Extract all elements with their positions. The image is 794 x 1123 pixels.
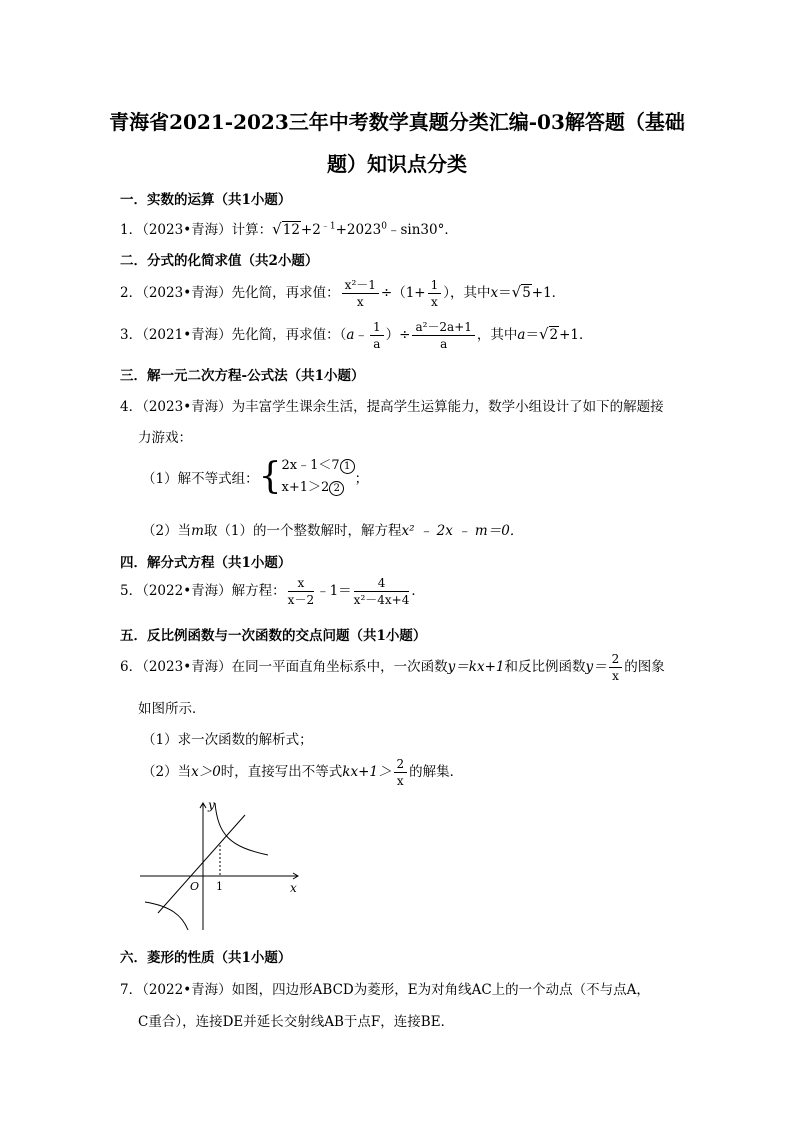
hyperbola-branch-left [145,902,188,930]
fraction [428,278,442,309]
sqrt-value: 5 [522,285,531,301]
question-6-part1: （1）求一次函数的解析式； [142,732,313,748]
denominator: a [373,337,381,351]
question-4-part2 [142,519,523,539]
denominator: x [431,295,438,309]
numerator: 1 [370,320,384,336]
operator: ﹣1＝ [316,583,352,599]
numerator: x [288,576,314,592]
question-source: （2022•青海） [142,583,232,599]
x-axis-label: x [290,881,297,895]
question-number: 6． [120,659,143,675]
sqrt-value: 12 [282,222,300,238]
section-heading-5: 五．反比例函数与一次函数的交点问题（共1小题） [120,628,427,644]
denominator: x [356,295,364,309]
denominator: a [440,337,448,351]
numerator: a²－2a+1 [412,320,474,336]
section-heading-1: 一．实数的运算（共1小题） [120,192,292,208]
denominator: x－2 [287,593,315,607]
fraction [609,652,623,683]
circled-number: 2 [329,481,344,496]
operator: ＝ [498,285,512,301]
inequality-text: kx+1＞ [342,764,392,780]
section-heading-3: 三．解一元二次方程-公式法（共1小题） [120,368,365,384]
question-6-line1 [120,652,665,683]
numerator: 1 [428,278,442,294]
term: ﹣sin30°． [386,222,458,238]
term: +1． [531,285,566,301]
hyperbola-branch-right [215,803,268,855]
page-title-line2: 题）知识点分类 [327,152,467,176]
part-label: （1）解不等式组： [142,471,259,487]
exponent: 0 [381,221,387,232]
question-2 [120,278,565,309]
question-4-part1 [142,455,368,499]
question-4-line1 [120,395,664,415]
tick-label-one: 1 [216,880,223,893]
question-source: （2022•青海） [142,982,232,998]
question-text: 和反比例函数 [504,659,586,675]
question-text: 时，直接写出不等式 [220,764,343,780]
question-source: （2023•青海） [142,222,232,238]
circled-number: 1 [340,459,355,474]
section-heading-2: 二．分式的化简求值（共2小题） [120,253,319,269]
question-number: 1． [120,222,143,238]
question-text: 的解集． [409,764,464,780]
sqrt-icon: √ [511,283,522,301]
inequality-1 [282,455,355,477]
denominator: x²－4x+4 [353,593,410,607]
term: +1． [559,327,593,343]
inequality-text: x+1＞2 [281,480,330,495]
section-heading-6: 六．菱形的性质（共1小题） [120,950,292,966]
question-text: 先化简，再求值：（ [231,327,347,343]
operator: ）÷ [385,327,411,343]
variable: m [191,523,204,539]
part-label: （2）当 [142,523,192,539]
question-7-line1 [120,978,650,998]
term: +2023 [335,222,382,238]
question-5 [120,576,425,607]
sqrt-icon: √ [538,325,549,343]
question-source: （2023•青海） [142,285,232,301]
section-heading-4: 四．解分式方程（共1小题） [120,555,292,571]
punctuation: ． [411,583,425,599]
inequality-text: 2x﹣1＜7 [281,458,340,473]
variable: a [517,327,526,343]
numerator: x²－1 [342,278,379,294]
term: +2 [300,222,321,238]
question-source: （2023•青海） [142,399,232,415]
question-6-line2: 如图所示． [138,701,206,717]
linear-function: y＝kx+1 [447,659,505,675]
question-text: 如图，四边形ABCD为菱形，E为对角线AC上的一个动点（不与点A， [231,982,650,998]
question-text: 取（1）的一个整数解时，解方程 [203,523,402,539]
question-text: ，其中 [476,327,518,343]
question-7-line2: C重合），连接DE并延长交射线AB于点F，连接BE． [138,1014,455,1030]
fraction [394,757,408,788]
inverse-function: y＝ [585,659,607,675]
numerator: 2 [609,652,623,668]
question-text: 的图象 [624,659,665,675]
denominator: x [396,774,404,788]
fraction [370,320,384,351]
condition: x＞0 [191,764,221,780]
fraction [412,320,474,351]
denominator: x [612,669,619,683]
function-graph-figure [130,795,310,935]
y-axis-label: y [208,798,215,812]
question-text: 在同一平面直角坐标系中，一次函数 [231,659,448,675]
page-title-line1: 青海省2021-2023三年中考数学真题分类汇编-03解答题（基础 [109,110,685,134]
fraction [342,278,379,309]
operator: ﹣ [354,327,368,343]
punctuation: ； [354,471,369,487]
question-1 [120,218,458,238]
sqrt-icon: √ [272,220,282,238]
variable: x [490,285,499,301]
question-6-part2 [142,757,463,788]
numerator: 4 [354,576,410,592]
inequality-system [282,455,355,499]
question-number: 2． [120,285,143,301]
question-number: 5． [120,583,143,599]
part-label: （2）当 [142,764,192,780]
origin-label: O [190,880,200,893]
left-brace-icon: { [258,456,282,497]
question-3 [120,320,593,351]
question-number: 3． [120,327,143,343]
question-number: 4． [120,399,143,415]
question-source: （2023•青海） [142,659,232,675]
inequality-2 [282,477,355,499]
question-text: 为丰富学生课余生活，提高学生运算能力，数学小组设计了如下的解题接 [231,399,664,415]
fraction [354,576,410,607]
question-source: （2021•青海） [142,327,232,343]
operator: ÷（1+ [380,285,426,301]
linear-function-line [158,815,245,913]
question-text: ），其中 [443,285,491,301]
question-text: 先化简，再求值： [231,285,340,301]
sqrt-value: 2 [549,327,559,343]
numerator: 2 [394,757,408,773]
question-number: 7． [120,982,143,998]
fraction [288,576,314,607]
variable: a [346,327,355,343]
equation: x² ﹣ 2x ﹣ m＝0． [401,523,524,539]
question-text: 解方程： [231,583,286,599]
question-text: 计算： [231,222,273,238]
exponent: ﹣1 [320,221,336,232]
operator: ＝ [525,327,539,343]
question-4-line2: 力游戏： [138,430,192,446]
